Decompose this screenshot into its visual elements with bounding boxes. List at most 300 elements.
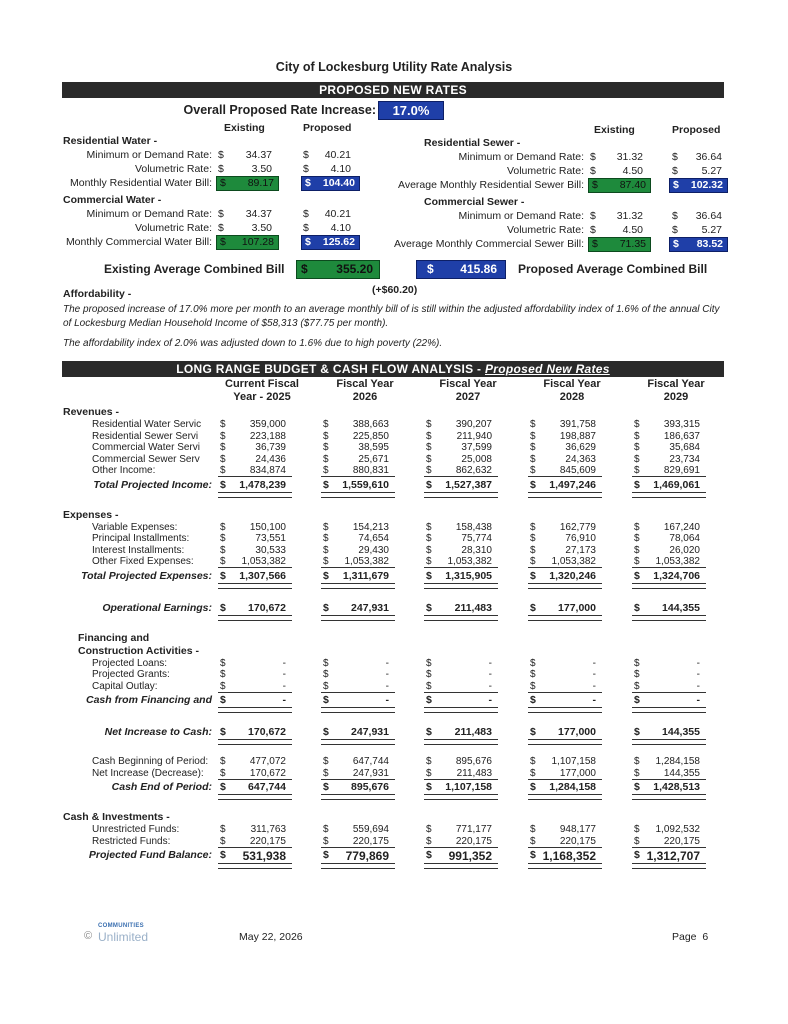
double-underline — [632, 492, 706, 498]
double-underline — [528, 615, 602, 621]
total-row-label: Projected Fund Balance: — [88, 849, 212, 861]
cell-value: 895,676 — [455, 756, 492, 767]
dollar-sign: $ — [426, 835, 432, 847]
com_sewer-existing-value: 31.32 — [616, 210, 643, 222]
cell-value: 1,168,352 — [542, 849, 596, 863]
cell-value: 1,312,707 — [646, 849, 700, 863]
dollar-sign: $ — [218, 208, 224, 220]
com_sewer-proposed-value: 5.27 — [701, 224, 722, 236]
dollar-sign: $ — [530, 442, 536, 453]
dollar-sign: $ — [530, 849, 536, 861]
dollar-sign: $ — [323, 726, 329, 738]
cell-value: 1,053,382 — [655, 556, 700, 567]
com_sewer-existing-value: 4.50 — [622, 224, 643, 236]
cell-value: 225,850 — [352, 430, 389, 442]
year-header-line2: Year - 2025 — [233, 391, 291, 403]
dollar-sign: $ — [220, 824, 226, 835]
dollar-sign: $ — [305, 236, 311, 248]
dollar-sign: $ — [426, 453, 432, 465]
res_sewer-row-label: Volumetric Rate: — [506, 165, 584, 177]
section-heading: Financing and — [78, 631, 150, 644]
double-underline — [424, 492, 498, 498]
dollar-sign: $ — [323, 680, 329, 692]
cell-value: 1,107,158 — [551, 756, 596, 767]
res_sewer-existing-bill: 87.40 — [619, 179, 646, 191]
cell-value: 30,533 — [255, 544, 286, 556]
dollar-sign: $ — [218, 149, 224, 161]
dollar-sign: $ — [426, 669, 432, 680]
double-underline — [321, 615, 395, 621]
dollar-sign: $ — [530, 669, 536, 680]
cell-value: 144,355 — [662, 726, 700, 738]
dollar-sign: $ — [218, 222, 224, 234]
underline — [321, 476, 395, 477]
dollar-sign: $ — [672, 165, 678, 177]
row-label: Variable Expenses: — [92, 521, 178, 533]
dollar-sign: $ — [530, 694, 536, 706]
com_water-proposed-value: 4.10 — [330, 222, 351, 234]
double-underline — [321, 863, 395, 869]
row-label: Other Income: — [92, 465, 156, 476]
cell-value: 78,064 — [669, 533, 700, 544]
proposed-combined-box: $ 415.86 — [416, 260, 506, 279]
dollar-sign: $ — [530, 726, 536, 738]
cell-value: 25,008 — [461, 453, 492, 465]
underline — [632, 476, 706, 477]
dollar-sign: $ — [634, 726, 640, 738]
res_water-existing-value: 34.37 — [245, 149, 272, 161]
year-header-line2: 2029 — [663, 391, 689, 403]
com_water-heading: Commercial Water - — [63, 194, 162, 206]
cell-value: 170,672 — [248, 726, 286, 738]
cell-value: 247,931 — [351, 601, 389, 614]
cell-value: - — [282, 680, 286, 692]
existing-combined-box: $ 355.20 — [296, 260, 380, 279]
double-underline — [321, 794, 395, 800]
cell-value: 1,497,246 — [549, 478, 596, 491]
double-underline — [424, 739, 498, 745]
cell-value: 23,734 — [669, 453, 700, 465]
dollar-sign: $ — [634, 680, 640, 692]
cell-value: - — [696, 669, 700, 680]
dollar-sign: $ — [530, 478, 536, 491]
cell-value: 220,175 — [249, 835, 286, 847]
cell-value: 36,629 — [565, 442, 596, 453]
res_water-heading: Residential Water - — [63, 135, 158, 147]
dollar-sign: $ — [530, 756, 536, 767]
cell-value: 991,352 — [448, 849, 492, 863]
cell-value: 158,438 — [455, 521, 492, 533]
dollar-sign: $ — [220, 756, 226, 767]
row-label: Projected Loans: — [92, 657, 168, 669]
year-header-line1: Fiscal Year — [647, 378, 705, 390]
underline — [218, 476, 292, 477]
double-underline — [218, 739, 292, 745]
cell-value: 75,774 — [461, 533, 492, 544]
com_water-existing-bill: 107.28 — [241, 236, 274, 248]
res_sewer-proposed-bill-box — [669, 178, 728, 193]
com_sewer-proposed-bill-box — [669, 237, 728, 252]
dollar-sign: $ — [305, 177, 311, 189]
dollar-sign: $ — [426, 442, 432, 453]
cell-value: 948,177 — [559, 824, 596, 835]
dollar-sign: $ — [220, 556, 226, 567]
water-existing-header: Existing — [224, 122, 265, 134]
dollar-sign: $ — [530, 835, 536, 847]
dollar-sign: $ — [530, 657, 536, 669]
underline — [218, 567, 292, 568]
dollar-sign: $ — [220, 419, 226, 430]
underline — [424, 779, 498, 780]
cell-value: 25,671 — [358, 453, 389, 465]
dollar-sign: $ — [323, 521, 329, 533]
cell-value: 477,072 — [249, 756, 286, 767]
double-underline — [424, 707, 498, 713]
dollar-sign: $ — [530, 824, 536, 835]
dollar-sign: $ — [426, 694, 432, 706]
cell-value: 247,931 — [352, 767, 389, 779]
dollar-sign: $ — [323, 849, 329, 861]
cell-value: 1,284,158 — [549, 781, 596, 793]
cell-value: - — [282, 657, 286, 669]
dollar-sign: $ — [426, 478, 432, 491]
logo-top: COMMUNITIES — [98, 923, 144, 929]
com_water-bill-label: Monthly Commercial Water Bill: — [65, 236, 212, 248]
cell-value: 779,869 — [345, 849, 389, 863]
row-label: Residential Sewer Servi — [92, 430, 199, 442]
dollar-sign: $ — [323, 442, 329, 453]
cell-value: 393,315 — [663, 419, 700, 430]
cell-value: - — [488, 657, 492, 669]
cell-value: 26,020 — [669, 544, 700, 556]
double-underline — [528, 863, 602, 869]
res_sewer-existing-bill-box — [588, 178, 651, 193]
dollar-sign: $ — [590, 165, 596, 177]
double-underline — [218, 583, 292, 589]
dollar-sign: $ — [426, 781, 432, 793]
double-underline — [528, 707, 602, 713]
cell-value: 177,000 — [559, 767, 596, 779]
dollar-sign: $ — [323, 657, 329, 669]
cell-value: 74,654 — [358, 533, 389, 544]
total-row-label: Total Projected Expenses: — [81, 569, 212, 582]
cell-value: 154,213 — [352, 521, 389, 533]
cell-value: 211,940 — [456, 430, 492, 442]
row-label: Residential Water Servic — [92, 419, 202, 430]
cell-value: 38,595 — [358, 442, 389, 453]
underline — [424, 847, 498, 848]
cell-value: 167,240 — [663, 521, 700, 533]
res_sewer-existing-value: 4.50 — [622, 165, 643, 177]
row-label: Projected Grants: — [92, 669, 170, 680]
row-label: Capital Outlay: — [92, 680, 158, 692]
cell-value: 220,175 — [352, 835, 389, 847]
cell-value: 829,691 — [663, 465, 700, 476]
res_water-proposed-bill-box — [301, 176, 360, 191]
dollar-sign: $ — [530, 430, 536, 442]
row-label: Restricted Funds: — [92, 835, 171, 847]
dollar-sign: $ — [634, 430, 640, 442]
cell-value: 162,779 — [559, 521, 596, 533]
combined-delta: (+$60.20) — [372, 284, 418, 296]
dollar-sign: $ — [323, 465, 329, 476]
underline — [632, 847, 706, 848]
dollar-sign: $ — [672, 210, 678, 222]
com_sewer-proposed-bill: 83.52 — [696, 238, 723, 250]
dollar-sign: $ — [426, 521, 432, 533]
cell-value: 1,324,706 — [653, 569, 700, 582]
cell-value: 220,175 — [559, 835, 596, 847]
com_water-existing-bill-box — [216, 235, 279, 250]
cell-value: 73,551 — [255, 533, 286, 544]
cell-value: - — [385, 694, 389, 706]
double-underline — [632, 583, 706, 589]
cell-value: 35,684 — [669, 442, 700, 453]
cell-value: 36,739 — [255, 442, 286, 453]
cell-value: - — [696, 680, 700, 692]
dollar-sign: $ — [426, 767, 432, 779]
dollar-sign: $ — [426, 824, 432, 835]
underline — [528, 779, 602, 780]
com_water-existing-value: 34.37 — [245, 208, 272, 220]
double-underline — [632, 615, 706, 621]
year-header-line1: Fiscal Year — [439, 378, 497, 390]
cell-value: 28,310 — [461, 544, 492, 556]
res_water-existing-value: 3.50 — [251, 163, 272, 175]
dollar-sign: $ — [323, 694, 329, 706]
res_water-proposed-value: 4.10 — [330, 163, 351, 175]
cell-value: 144,355 — [663, 767, 700, 779]
row-label: Commercial Sewer Serv — [92, 453, 200, 465]
underline — [424, 692, 498, 693]
row-label: Interest Installments: — [92, 544, 185, 556]
cell-value: 1,053,382 — [344, 556, 389, 567]
double-underline — [424, 583, 498, 589]
existing-combined-value: 355.20 — [336, 262, 373, 276]
double-underline — [424, 615, 498, 621]
cell-value: 24,436 — [255, 453, 286, 465]
dollar-sign: $ — [220, 849, 226, 861]
dollar-sign: $ — [220, 694, 226, 706]
cell-value: 1,107,158 — [445, 781, 492, 793]
cell-value: - — [385, 669, 389, 680]
dollar-sign: $ — [220, 767, 226, 779]
res_sewer-row-label: Minimum or Demand Rate: — [458, 151, 584, 163]
cell-value: 834,874 — [249, 465, 286, 476]
cell-value: 24,363 — [565, 453, 596, 465]
affordability-paragraph: The proposed increase of 17.0% more per month to an average monthly bill of is still within the adjusted affordability index of 1.6% of the annual City of Lockesburg Median Household Income of $58,313 ($77.75 per month). — [63, 304, 720, 329]
com_water-existing-value: 3.50 — [251, 222, 272, 234]
dollar-sign: $ — [426, 601, 432, 614]
dollar-sign: $ — [323, 767, 329, 779]
cell-value: - — [592, 680, 596, 692]
dollar-sign: $ — [323, 781, 329, 793]
sewer-existing-header: Existing — [594, 124, 635, 136]
res_water-existing-bill: 89.17 — [247, 177, 274, 189]
com_sewer-heading: Commercial Sewer - — [424, 196, 525, 208]
double-underline — [218, 615, 292, 621]
cell-value: 223,188 — [249, 430, 286, 442]
dollar-sign: $ — [426, 544, 432, 556]
cell-value: 76,910 — [565, 533, 596, 544]
dollar-sign: $ — [220, 669, 226, 680]
dollar-sign: $ — [220, 521, 226, 533]
double-underline — [218, 794, 292, 800]
res_sewer-proposed-value: 5.27 — [701, 165, 722, 177]
double-underline — [528, 739, 602, 745]
section-heading: Construction Activities - — [78, 644, 199, 657]
dollar-sign: $ — [634, 556, 640, 567]
dollar-sign: $ — [634, 453, 640, 465]
com_sewer-existing-bill: 71.35 — [619, 238, 646, 250]
dollar-sign: $ — [220, 442, 226, 453]
cell-value: 211,483 — [456, 767, 492, 779]
dollar-sign: $ — [634, 544, 640, 556]
cell-value: 1,428,513 — [653, 781, 700, 793]
affordability-note: The affordability index of 2.0% was adjusted down to 1.6% due to high poverty (22%). — [63, 338, 443, 349]
year-header-line2: 2027 — [455, 391, 481, 403]
com_water-row-label: Minimum or Demand Rate: — [86, 208, 212, 220]
row-label: Cash Beginning of Period: — [92, 756, 209, 767]
dollar-sign: $ — [530, 521, 536, 533]
dollar-sign: $ — [634, 781, 640, 793]
dollar-sign: $ — [634, 767, 640, 779]
overall-increase-label: Overall Proposed Rate Increase: — [183, 103, 376, 117]
dollar-sign: $ — [530, 556, 536, 567]
cell-value: 150,100 — [249, 521, 286, 533]
cell-value: 1,053,382 — [551, 556, 596, 567]
cell-value: 390,207 — [455, 419, 492, 430]
cell-value: 29,430 — [358, 544, 389, 556]
dollar-sign: $ — [426, 657, 432, 669]
dollar-sign: $ — [303, 222, 309, 234]
dollar-sign: $ — [634, 521, 640, 533]
underline — [424, 567, 498, 568]
existing-combined-label: Existing Average Combined Bill — [104, 262, 285, 276]
double-underline — [424, 863, 498, 869]
cell-value: 1,320,246 — [549, 569, 596, 582]
footer-page: Page 6 — [672, 931, 709, 943]
section-heading: Expenses - — [63, 508, 119, 521]
dollar-sign: $ — [634, 669, 640, 680]
dollar-sign: $ — [323, 544, 329, 556]
double-underline — [632, 739, 706, 745]
dollar-sign: $ — [634, 533, 640, 544]
cell-value: 880,831 — [352, 465, 389, 476]
cell-value: 27,173 — [565, 544, 596, 556]
dollar-sign: $ — [634, 601, 640, 614]
year-header-line2: 2028 — [559, 391, 585, 403]
dollar-sign: $ — [634, 756, 640, 767]
cell-value: 391,758 — [559, 419, 596, 430]
underline — [632, 567, 706, 568]
dollar-sign: $ — [590, 151, 596, 163]
double-underline — [632, 707, 706, 713]
row-label: Principal Installments: — [92, 533, 190, 544]
dollar-sign: $ — [530, 465, 536, 476]
dollar-sign: $ — [303, 149, 309, 161]
cell-value: - — [385, 657, 389, 669]
dollar-sign: $ — [426, 756, 432, 767]
res_sewer-proposed-value: 36.64 — [695, 151, 722, 163]
budget-banner-title: LONG RANGE BUDGET & CASH FLOW ANALYSIS - — [176, 362, 485, 376]
dollar-sign: $ — [426, 533, 432, 544]
com_sewer-proposed-value: 36.64 — [695, 210, 722, 222]
dollar-sign: $ — [220, 236, 226, 248]
dollar-sign: $ — [426, 430, 432, 442]
cell-value: 862,632 — [455, 465, 492, 476]
dollar-sign: $ — [220, 680, 226, 692]
dollar-sign: $ — [323, 756, 329, 767]
double-underline — [321, 583, 395, 589]
section-heading: Revenues - — [63, 406, 120, 418]
cell-value: 531,938 — [242, 849, 286, 863]
cell-value: - — [592, 657, 596, 669]
double-underline — [321, 707, 395, 713]
res_water-proposed-bill: 104.40 — [322, 177, 355, 189]
sewer-proposed-header: Proposed — [672, 124, 721, 136]
overall-increase-value: 17.0% — [378, 101, 444, 120]
dollar-sign: $ — [426, 680, 432, 692]
dollar-sign: $ — [323, 835, 329, 847]
underline — [528, 692, 602, 693]
dollar-sign: $ — [530, 680, 536, 692]
dollar-sign: $ — [220, 781, 226, 793]
res_water-row-label: Volumetric Rate: — [134, 163, 212, 175]
dollar-sign: $ — [426, 569, 432, 582]
dollar-sign: $ — [530, 419, 536, 430]
cell-value: 211,483 — [454, 726, 492, 738]
double-underline — [528, 583, 602, 589]
cell-value: 1,315,905 — [445, 569, 492, 582]
com_water-proposed-value: 40.21 — [324, 208, 351, 220]
cell-value: 1,092,532 — [655, 824, 700, 835]
footer-date: May 22, 2026 — [239, 931, 303, 943]
dollar-sign: $ — [634, 835, 640, 847]
cell-value: 144,355 — [662, 601, 700, 614]
dollar-sign: $ — [634, 657, 640, 669]
section-heading: Cash & Investments - — [63, 811, 170, 823]
cell-value: 559,694 — [352, 824, 389, 835]
cell-value: 1,469,061 — [653, 478, 700, 491]
proposed-combined-label: Proposed Average Combined Bill — [518, 262, 708, 276]
res_sewer-heading: Residential Sewer - — [424, 137, 521, 149]
dollar-sign: $ — [426, 726, 432, 738]
com_sewer-existing-bill-box — [588, 237, 651, 252]
cell-value: 1,053,382 — [241, 556, 286, 567]
res_sewer-proposed-bill: 102.32 — [690, 179, 723, 191]
dollar-sign: $ — [590, 210, 596, 222]
res_water-proposed-value: 40.21 — [324, 149, 351, 161]
cell-value: - — [696, 694, 700, 706]
dollar-sign: $ — [220, 478, 226, 491]
total-row-label: Total Projected Income: — [93, 478, 212, 491]
dollar-sign: $ — [220, 453, 226, 465]
cell-value: 170,672 — [249, 767, 286, 779]
cell-value: 359,000 — [249, 419, 286, 430]
cell-value: 170,672 — [248, 601, 286, 614]
dollar-sign: $ — [530, 533, 536, 544]
double-underline — [528, 794, 602, 800]
dollar-sign: $ — [592, 179, 598, 191]
res_water-existing-bill-box — [216, 176, 279, 191]
dollar-sign: $ — [530, 453, 536, 465]
double-underline — [528, 492, 602, 498]
cell-value: 1,053,382 — [447, 556, 492, 567]
cell-value: 771,177 — [455, 824, 492, 835]
cell-value: - — [592, 669, 596, 680]
dollar-sign: $ — [323, 669, 329, 680]
